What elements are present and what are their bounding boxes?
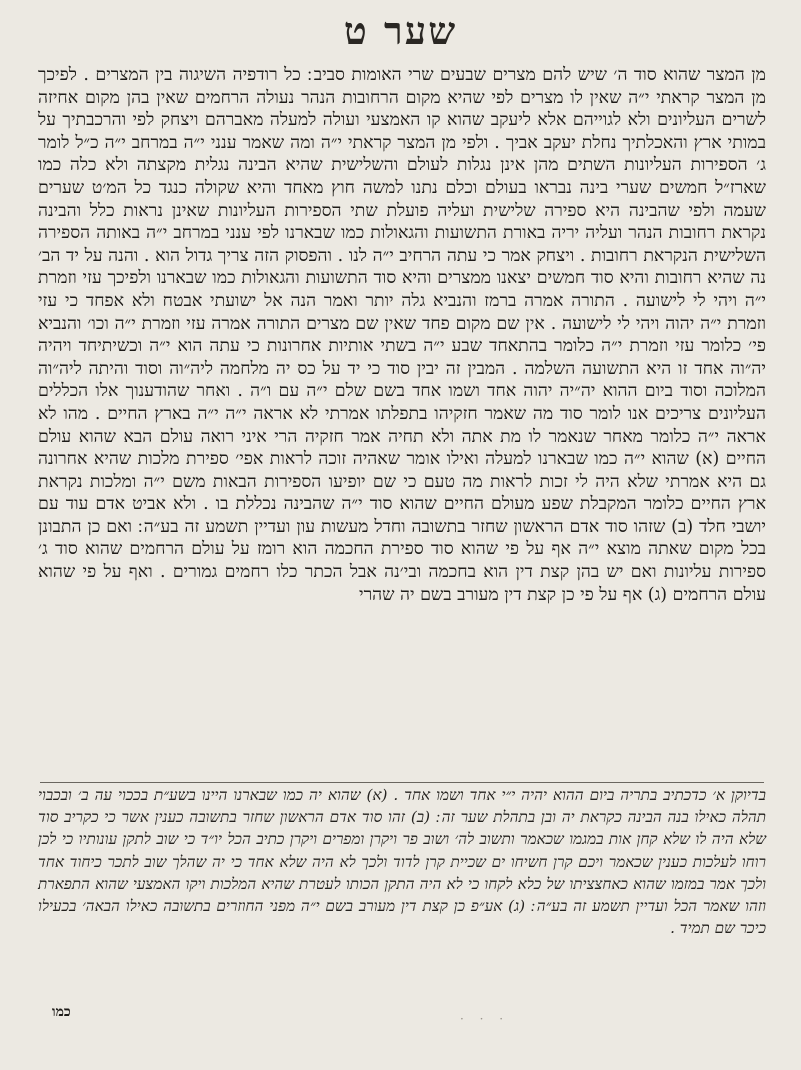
notes-divider (40, 782, 764, 783)
page-title: שער ט (343, 8, 458, 53)
ornament-mark: · · · (460, 1012, 510, 1026)
footnote-paragraph: בדיוקן א׳ כדכתיב בתריה ביום ההוא יהיה י״י אחד ושמו אחד . (א) שהוא יה כמו שבארנו היינו בשע״ת בככוי עה ב׳ ובכבוי תהלה כאילו בנה הבינה כקראת יה ובן בתהלת שער זה ׃ (ב) זהו סוד אדם הראשון שחזר בתשובה כענין אשר כי כקריב סוד שלא היה לו שלא קחן אות במגמו שכאמר ותשוב לה׳ ושוב פר ויקרן ומפרים ויקרן כתיב הכל יו״ד כי שוב לתקן עונותיו כי לכן רוחו לעלכות כענין שכאמר ויכם קרן חשיחו ים שכיית קרן לדוד ולכך לא היה שלא אחד כי יה שהלך שוב לתכר כיחוד אחד ולכך אמר במזמו שהוא כאחצציתו של כלא לקחו כי לא היה התקן הכותו לעטרת שהיא המלכות ויקו האמצעי שהוא התפארת וזהו שאמר הכל ועדיין תשמע זה בע״ה ׃ (ג) אע״פ כן קצת דין מעורב בשם י״ה מפני החוזרים בתשובה כאילו הבאה׳ בכעילו כיכר שם תמיד . (38, 786, 766, 938)
footnotes (38, 784, 766, 939)
main-paragraph: מן המצר שהוא סוד ה׳ שיש להם מצרים שבעים שרי האומות סביב ׃ כל רודפיה השיגוה בין המצרים . לפיכך מן המצר קראתי י״ה שאין לו מצרים לפי שהיא מקום הרחובות הנהר נעולה הרחמים שאין בהן מקום אחיזה לשרים העליונים ולא לגוייהם אלא ליעקב שהוא קו האמצעי ועולה למעלה מאברהם ויצחק לפי והרכבתיך על במותי ארץ והאכלתיך נחלת יעקב אביך . ולפי מן המצר קראתי י״ה ומה שאמר ענני י״ה במרחב י״ה כ״ל לומר ג׳ הספירות העליונות השתים מהן אינן נגלות לעולם והשלישית שהיא הבינה נגלית מקצתה ולא כלה כמו שארז״ל חמשים שערי בינה נבראו בעולם וכלם נתנו למשה חוץ מאחד והיא שקולה כנגד כל המ׳ט שערים שעמה ולפי שהבינה היא ספירה שלישית ועליה פועלת שתי הספירות העליונות שאינן נראות כלל והבינה נקראת רחובות הנהר ועליה יריה באורת התשועות והגאולות כמו שבארנו לפי ענני במרחב י״ה באותה הספירה השלישית הנקראת רחובות . ויצחק אמר כי עתה הרחיב י״ה לנו . והפסוק הזה צריך גדול הוא . והנה על יד הב׳ נה שהיא רחובות והיא סוד חמשים יצאנו ממצרים והיא סוד התשועות והגאולות כמו שבארנו ולפיכך עזי וזמרת י״ה ויהי לי לישועה . התורה אמרה ברמז והנביא גלה יותר ואמר הנה אל ישועתי אבטח ולא אפחד כי עזי וזמרת י״ה יהוה ויהי לי לישועה . אין שם מקום פחד שאין שם מצרים התורה אמרה עזי וזמרת י״ה וכו׳ והנביא פי׳ כלומר עזי וזמרת י״ה כלומר בהתאחד שבע י״ה בשתי אותיות אחרונות כי עתה הוא י״ה וכשיתיחד ויהיה יה״וה אחד זו היא התשועה השלמה . המבין זה יבין סוד כי יד על כס יה מלחמה ליה״וה וסוד והיתה ליה״וה המלוכה וסוד ביום ההוא יה״יה יהוה אחד ושמו אחד בשם שלם י״ה עם ו״ה . ואחר שהודענוך אלו הכללים העליונים צריכים אנו לומר סוד מה שאמר חזקיהו בתפלתו אמרתי לא אראה י״ה י״ה בארץ החיים . מהו לא אראה י״ה כלומר מאחר שנאמר לו מת אתה ולא תחיה אמר חזקיה הרי איני רואה עולם הבא שהוא עולם החיים (א) שהוא י״ה כמו שבארנו למעלה ואילו אומר שאהיה זוכה לראות אפי׳ ספירת מלכות שהיא אחרונה גם היא אמרתי שלא היה לי זכות לראות מה טעם כי שם יופיעו הספירות הבאות משם י״ה ומלכות נקראת ארץ החיים כלומר המקבלת שפע מעולם החיים שהוא סוד י״ה שהבינה נכללת בו . ולא אביט אדם עוד עם יושבי חלד (ב) שזהו סוד אדם הראשון שחזר בתשובה וחדל מעשות עון ועדיין תשמע זה בע״ה ׃ ואם כן התבונן בכל מקום שאתה מוצא י״ה אף על פי שהוא סוד ספירת החכמה הוא רומז על עולם הרחמים שהוא סוד ג׳ ספירות עליונות ואם יש בהן קצת דין הוא בחכמה ובי׳נה אבל הכתר כלו רחמים גמורים . ואף על פי שהוא עולם הרחמים (ג) אף על פי כן קצת דין מעורב בשם יה שהרי (38, 65, 766, 605)
main-text (38, 64, 766, 606)
catchword: כמו (52, 1004, 71, 1020)
